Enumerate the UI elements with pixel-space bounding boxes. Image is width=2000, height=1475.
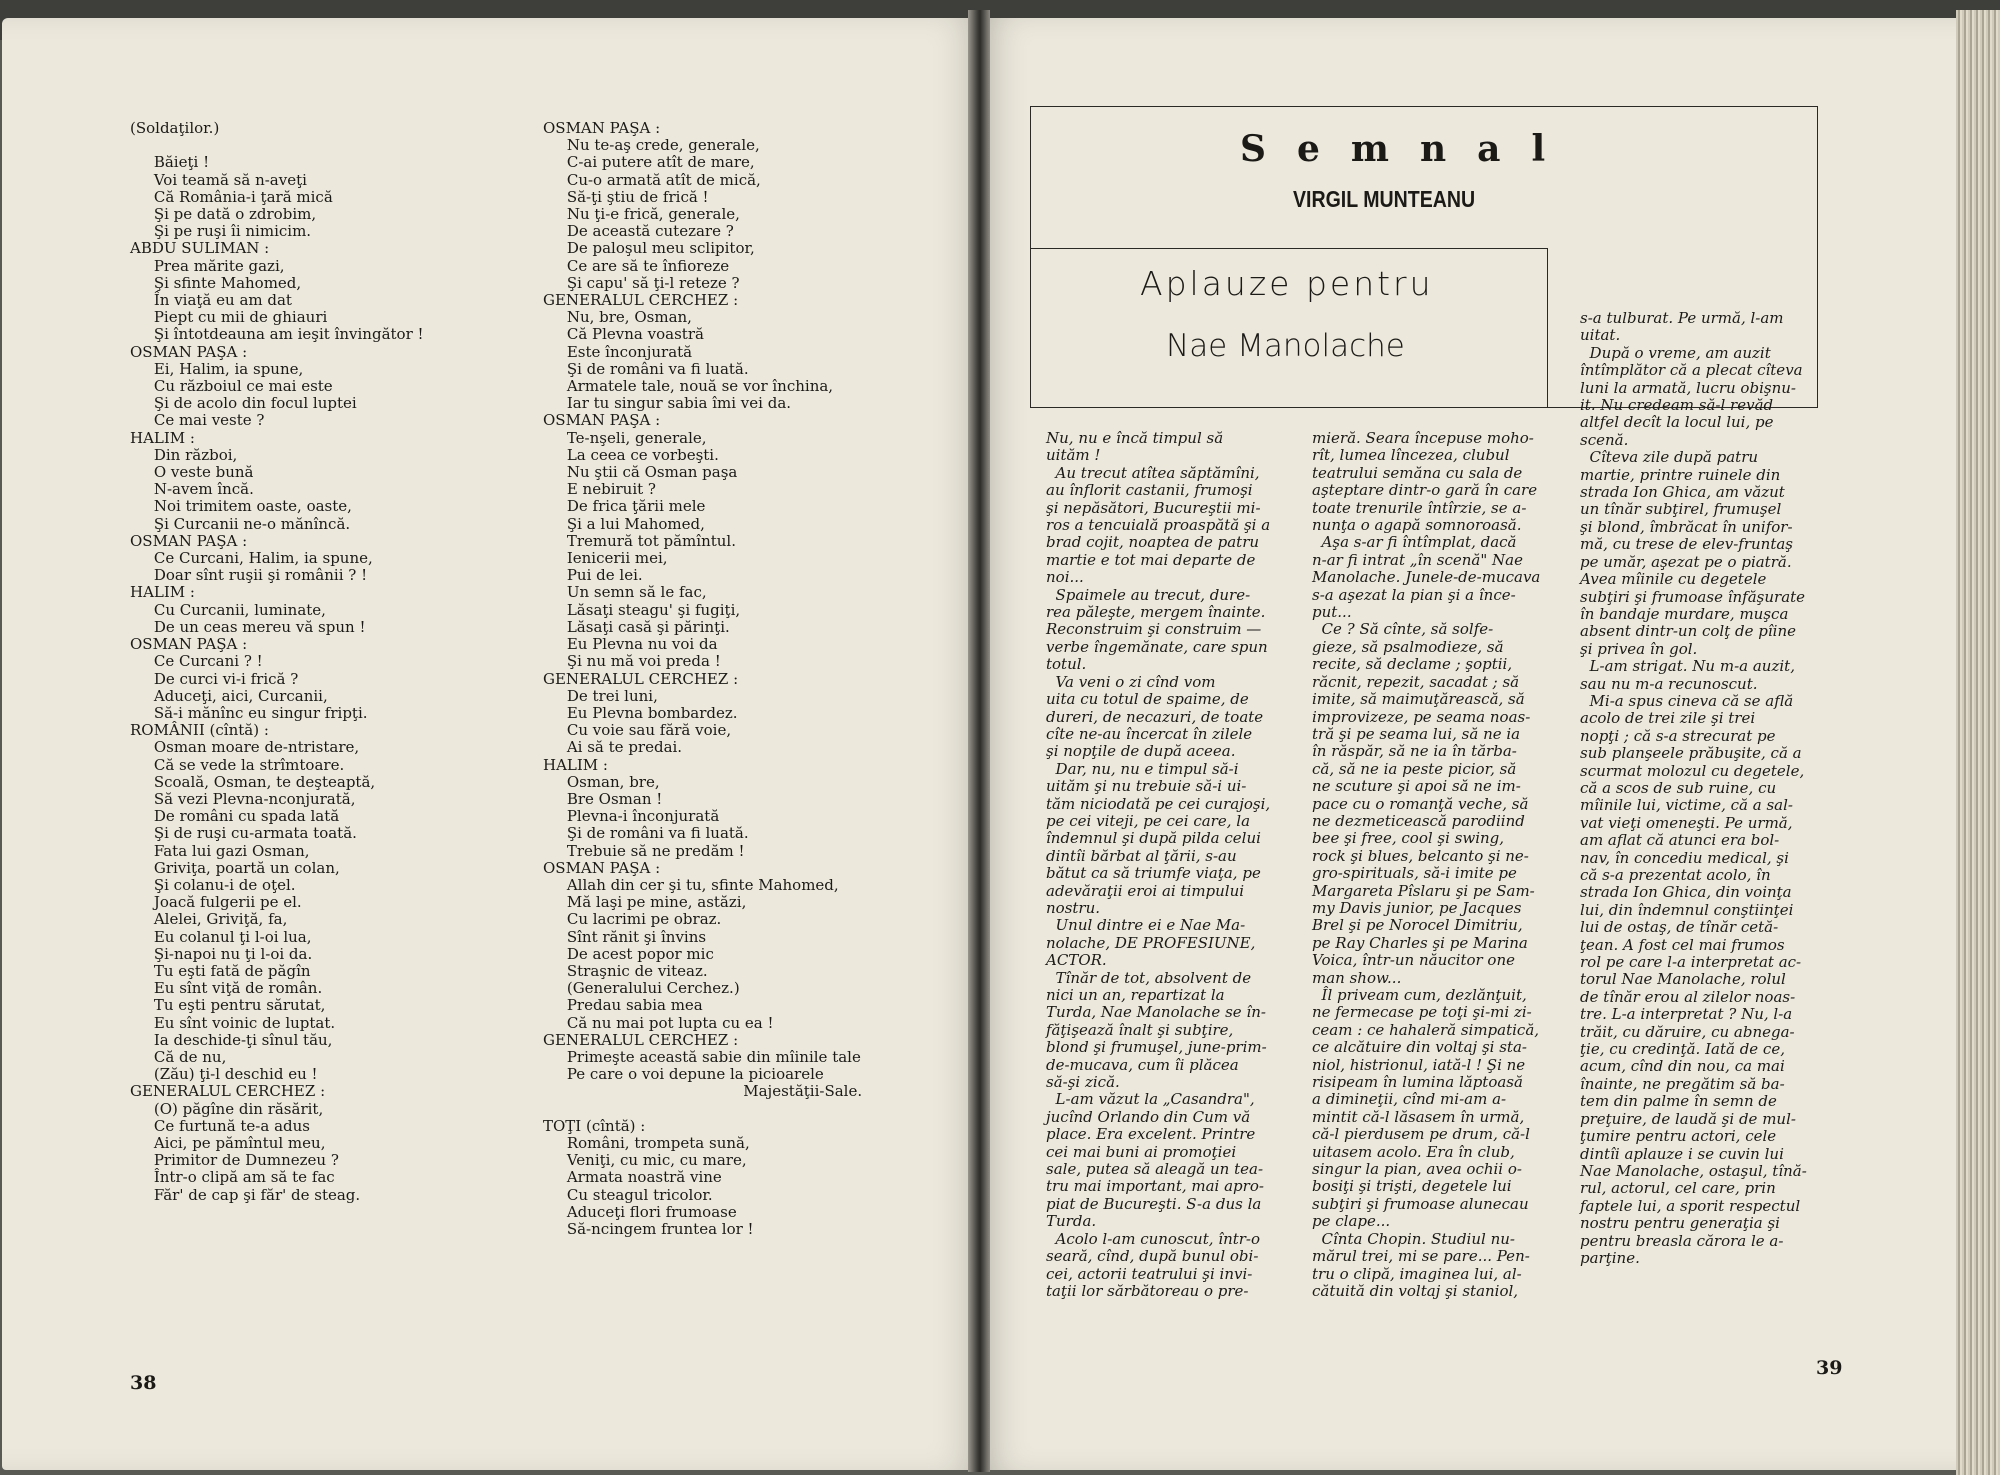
page-number-right: 39 xyxy=(1816,1357,1843,1379)
article-column-3: s-a tulburat. Pe urmă, l-am uitat. După o vreme, am auzit întîmplător că a plecat cîteva luni la armată, lucru obişnu- it. Nu credeam să-l revăd altfel decît la locul lui, pe scenă. Cîteva zile după patru martie, printre ruinele din strada Ion Ghica, am văzut un tînăr subţirel, frumuşel şi blond, îmbrăcat în unifor- mă, cu trese de elev-fruntaş pe umăr, aşezat pe o piatră. Avea mîinile cu degetele subţiri şi frumoase înfăşurate în bandaje murdare, muşca absent dintr-un colţ de pîine şi privea în gol. L-am strigat. Nu m-a auzit, sau nu m-a recunoscut. Mi-a spus cineva că se află acolo de trei zile şi trei nopţi ; că s-a strecurat pe sub planşeele prăbuşite, că a scurmat molozul cu degetele, că a scos de sub ruine, cu mîinile lui, victime, că a sal- vat vieţi omeneşti. Pe urmă, am aflat că atunci era bol- nav, în concediu medical, şi că s-a prezentat acolo, în strada Ion Ghica, din voinţa lui, din îndemnul conştiinţei lui de ostaş, de tînăr cetă- ţean. A fost cel mai frumos rol pe care l-a interpretat ac- torul Nae Manolache, rolul de tînăr erou al zilelor noas- tre. L-a interpretat ? Nu, l-a trăit, cu dăruire, cu abnega- ţie, cu credinţă. Iată de ce, acum, cînd din nou, ca mai înainte, ne pregătim să ba- tem din palme în semn de preţuire, de laudă şi de mul- ţumire pentru actori, cele dintîi aplauze i se cuvin lui Nae Manolache, ostaşul, tînă- rul, actorul, cel care, prin faptele lui, a sporit respectul nostru pentru generaţia şi pentru breasla cărora le a- parţine. xyxy=(1580,309,1807,1267)
page-number-left: 38 xyxy=(130,1372,157,1394)
book-spine xyxy=(968,10,990,1472)
article-column-1: Nu, nu e încă timpul să uităm ! Au trecut atîtea săptămîni, au înflorit castanii, frumoşi şi nepăsători, Bucureştii mi- ros a tencuială proaspătă şi a brad cojit, noaptea de patru martie e tot mai departe de noi... Spaimele au trecut, dure- rea păleşte, mergem înainte. Reconstruim şi construim — verbe îngemănate, care spun totul. Va veni o zi cînd vom uita cu totul de spaime, de dureri, de necazuri, de toate cîte ne-au încercat în zilele şi nopţile de după aceea. Dar, nu, nu e timpul să-i uităm şi nu trebuie să-i ui- tăm niciodată pe cei curajoşi, pe cei viteji, pe cei care, la îndemnul şi după pilda celui dintîi bărbat al ţării, s-au bătut ca să triumfe viaţa, pe adevăraţii eroi ai timpului nostru. Unul dintre ei e Nae Ma- nolache, DE PROFESIUNE, ACTOR. Tînăr de tot, absolvent de nici un an, repartizat la Turda, Nae Manolache se în- făţişează înalt şi subţire, blond şi frumuşel, june-prim- de-mucava, cum îi plăcea să-şi zică. L-am văzut la „Casandra", jucînd Orlando din Cum vă place. Era excelent. Printre cei mai buni ai promoţiei sale, putea să aleagă un tea- tru mai important, mai apro- piat de Bucureşti. S-a dus la Turda. Acolo l-am cunoscut, într-o seară, cînd, după bunul obi- cei, actorii teatrului şi invi- taţii lor sărbătoreau o pre- xyxy=(1046,429,1271,1300)
article-title-line-1: Aplauze pentru xyxy=(1140,264,1434,303)
page-edges xyxy=(1956,10,2000,1475)
section-heading: Semnal xyxy=(1240,128,1577,170)
play-text-column-2: OSMAN PAŞA : Nu te-aş crede, generale, C-ai putere atît de mare, Cu-o armată atît de mică, Să-ţi ştiu de frică ! Nu ţi-e frică, generale, De această cutezare ? De paloşul meu sclipitor, Ce are să te înfioreze Şi capu' să ţi-l reteze ? GENERALUL CERCHEZ : Nu, bre, Osman, Că Plevna voastră Este înconjurată Şi de români va fi luată. Armatele tale, nouă se vor închina, Iar tu singur sabia îmi vei da. OSMAN PAŞA : Te-nşeli, generale, La ceea ce vorbeşti. Nu ştii că Osman paşa E nebiruit ? De frica ţării mele Şi a lui Mahomed, Tremură tot pămîntul. Ienicerii mei, Pui de lei. Un semn să le fac, Lăsaţi steagu' şi fugiţi, Lăsaţi casă şi părinţi. Eu Plevna nu voi da Şi nu mă voi preda ! GENERALUL CERCHEZ : De trei luni, Eu Plevna bombardez. Cu voie sau fără voie, Ai să te predai. HALIM : Osman, bre, Bre Osman ! Plevna-i înconjurată Şi de români va fi luată. Trebuie să ne predăm ! OSMAN PAŞA : Allah din cer şi tu, sfinte Mahomed, Mă laşi pe mine, astăzi, Cu lacrimi pe obraz. Sînt rănit şi învins De acest popor mic Straşnic de viteaz. (Generalului Cerchez.) Predau sabia mea Că nu mai pot lupta cu ea ! GENERALUL CERCHEZ : Primeşte această sabie din mîinile tale Pe care o voi depune la picioarele Majestăţii-Sale. TOŢI (cîntă) : Români, trompeta sună, Veniţi, cu mic, cu mare, Armata noastră vine Cu steagul tricolor. Aduceţi flori frumoase Să-ncingem fruntea lor ! xyxy=(543,119,863,1238)
article-column-2: mieră. Seara începuse moho- rît, lumea lîncezea, clubul teatrului semăna cu sala de aşteptare dintr-o gară în care toate trenurile întîrzie, se a- nunţa o agapă somnoroasă. Aşa s-ar fi întîmplat, dacă n-ar fi intrat „în scenă" Nae Manolache. Junele-de-mucava s-a aşezat la pian şi a înce- put... Ce ? Să cînte, să solfe- gieze, să psalmodieze, să recite, să declame ; şoptii, răcnit, repezit, sacadat ; să imite, să maimuţărească, să improvizeze, pe seama noas- tră şi pe seama lui, să ne ia în răspăr, să ne ia în tărba- că, să ne ia peste picior, să ne scuture şi apoi să ne im- pace cu o romanţă veche, să ne dezmeticească parodiind bee şi free, cool şi swing, rock şi blues, belcanto şi ne- gro-spirituals, să-i imite pe Margareta Pîslaru şi pe Sam- my Davis junior, pe Jacques Brel şi pe Norocel Dimitriu, pe Ray Charles şi pe Marina Voica, într-un năucitor one man show... Îl priveam cum, dezlănţuit, ne fermecase pe toţi şi-mi zi- ceam : ce hahaleră simpatică, ce alcătuire din voltaj şi sta- niol, histrionul, iată-l ! Şi ne risipeam în lumina lăptoasă a dimineţii, cînd mi-am a- mintit că-l lăsasem în urmă, că-l pierdusem pe drum, că-l uitasem acolo. Era în club, singur la pian, avea ochii o- bosiţi şi trişti, degetele lui subţiri şi frumoase alunecau pe clape... Cînta Chopin. Studiul nu- mărul trei, mi se pare... Pen- tru o clipă, imaginea lui, al- cătuită din voltaj şi staniol, xyxy=(1312,429,1541,1300)
author-name: VIRGIL MUNTEANU xyxy=(1293,186,1476,212)
play-text-column-1: (Soldaţilor.) Băieţi ! Voi teamă să n-aveţi Că România-i ţară mică Şi pe dată o zdrobim, Şi pe ruşi îi nimicim. ABDU SULIMAN : Prea mărite gazi, Şi sfinte Mahomed, În viaţă eu am dat Piept cu mii de ghiauri Şi întotdeauna am ieşit învingător ! OSMAN PAŞA : Ei, Halim, ia spune, Cu războiul ce mai este Şi de acolo din focul luptei Ce mai veste ? HALIM : Din război, O veste bună N-avem încă. Noi trimitem oaste, oaste, Şi Curcanii ne-o mănîncă. OSMAN PAŞA : Ce Curcani, Halim, ia spune, Doar sînt ruşii şi românii ? ! HALIM : Cu Curcanii, luminate, De un ceas mereu vă spun ! OSMAN PAŞA : Ce Curcani ? ! De curci vi-i frică ? Aduceţi, aici, Curcanii, Să-i mănînc eu singur fripţi. ROMÂNII (cîntă) : Osman moare de-ntristare, Că se vede la strîmtoare. Scoală, Osman, te deşteaptă, Să vezi Plevna-nconjurată, De români cu spada lată Şi de ruşi cu-armata toată. Fata lui gazi Osman, Griviţa, poartă un colan, Şi colanu-i de oţel. Joacă fulgerii pe el. Alelei, Griviţă, fa, Eu colanul ţi l-oi lua, Şi-napoi nu ţi l-oi da. Tu eşti fată de păgîn Eu sînt viţă de român. Tu eşti pentru sărutat, Eu sînt voinic de luptat. Ia deschide-ţi sînul tău, Că de nu, (Zău) ţi-l deschid eu ! GENERALUL CERCHEZ : (O) păgîne din răsărit, Ce furtună te-a adus Aici, pe pămîntul meu, Primitor de Dumnezeu ? Într-o clipă am să te fac Făr' de cap şi făr' de steag. xyxy=(130,119,424,1204)
article-title-line-2: Nae Manolache xyxy=(1166,328,1405,364)
